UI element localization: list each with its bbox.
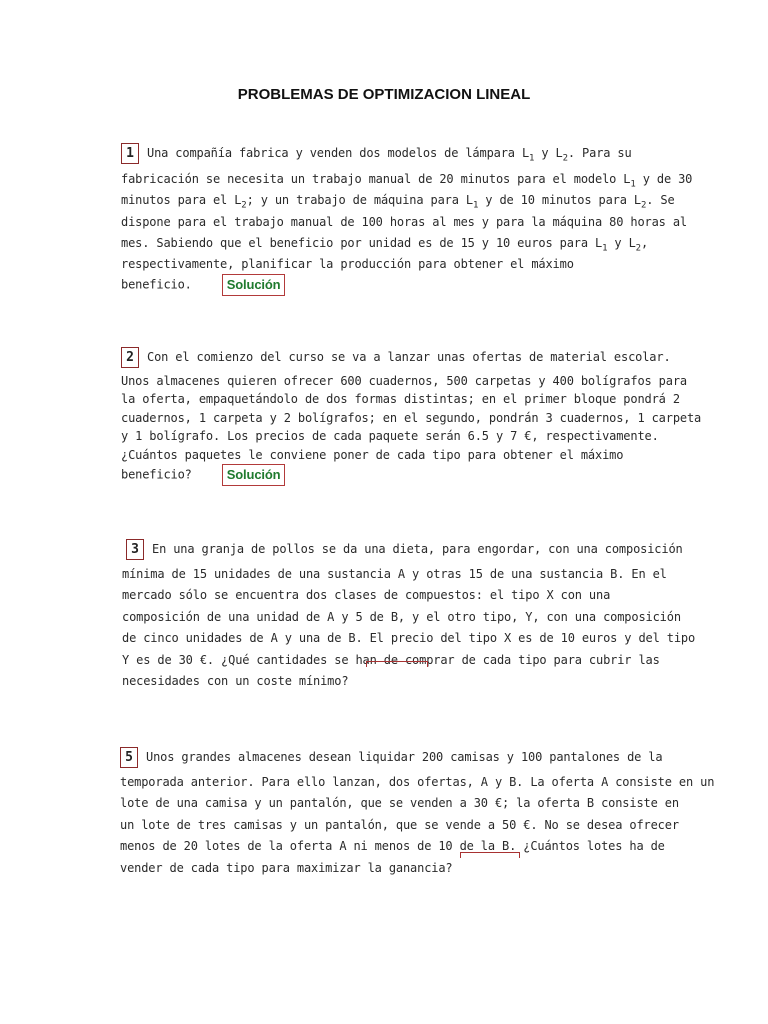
problem-1 <box>121 143 693 296</box>
problem-3-line-4: composición de una unidad de A y 5 de B, y el otro tipo, Y, con una composición <box>122 609 681 624</box>
problem-5-line-3: lote de una camisa y un pantalón, que se venden a 30 €; la oferta B consiste en <box>120 796 679 810</box>
problem-5-line-5: menos de 20 lotes de la oferta A ni menos de 10 de la B. ¿Cuántos lotes ha de <box>120 839 665 853</box>
problem-2-line-3: la oferta, empaquetándolo de dos formas distintas; en el primer bloque pondrá 2 <box>121 392 680 406</box>
problem-3-line-2: mínima de 15 unidades de una sustancia A y otras 15 de una sustancia B. En el <box>122 566 667 581</box>
problem-2-line-5: y 1 bolígrafo. Los precios de cada paquete serán 6.5 y 7 €, respectivamente. <box>121 429 659 443</box>
problem-5-line-6: vender de cada tipo para maximizar la ganancia? <box>120 860 453 875</box>
problem-1-line-4: dispone para el trabajo manual de 100 horas al mes y para la máquina 80 horas al <box>121 214 687 229</box>
highlight-mark <box>460 852 520 858</box>
problem-3 <box>122 539 696 693</box>
problem-1-line-5: mes. Sabiendo que el beneficio por unidad es de 15 y 10 euros para $L_1$ y $L_2$, <box>121 236 649 254</box>
problem-1-line-7: beneficio. Solución <box>121 274 651 296</box>
solution-link[interactable]: Solución <box>222 274 286 296</box>
page-title: PROBLEMAS DE OPTIMIZACION LINEAL <box>237 86 531 103</box>
problem-3-line-5: de cinco unidades de A y una de B. El precio del tipo X es de 10 euros y del tipo <box>122 631 696 645</box>
problem-3-line-7: necesidades con un coste mínimo? <box>122 674 349 688</box>
problem-3-line-1: 3 En una granja de pollos se da una dieta, para engordar, con una composición <box>122 539 652 561</box>
problem-2-line-7: beneficio? Solución <box>121 464 651 486</box>
problem-5-line-4: un lote de tres camisas y un pantalón, que se vende a 50 €. No se desea ofrecer <box>120 817 679 832</box>
problem-number: 3 <box>126 539 144 560</box>
problem-3-line-6: Y es de 30 €. ¿Qué cantidades se han de comprar de cada tipo para cubrir las <box>122 652 660 667</box>
problem-1-line-3: minutos para el $L_2$; y un trabajo de máquina para $L_1$ y de 10 minutos para $L_2$. Se <box>121 193 675 211</box>
problem-number: 1 <box>121 143 139 164</box>
problem-1-line-1: 1 Una compañía fabrica y venden dos modelos de lámpara $L_1$ y $L_2$. Para su <box>121 143 651 165</box>
problem-2-line-2: Unos almacenes quieren ofrecer 600 cuadernos, 500 carpetas y 400 bolígrafos para <box>121 373 687 388</box>
problem-3-line-3: mercado sólo se encuentra dos clases de compuestos: el tipo X con una <box>122 588 611 602</box>
problem-2 <box>121 347 702 486</box>
problem-2-line-6: ¿Cuántos paquetes le conviene poner de cada tipo para obtener el máximo <box>121 447 624 462</box>
highlight-mark <box>366 661 428 667</box>
problem-1-line-6: respectivamente, planificar la producción para obtener el máximo <box>121 256 574 271</box>
problem-5-line-2: temporada anterior. Para ello lanzan, dos ofertas, A y B. La oferta A consiste en un <box>120 774 715 789</box>
problem-5 <box>120 747 715 879</box>
problem-5-line-1: 5 Unos grandes almacenes desean liquidar 200 camisas y 100 pantalones de la <box>120 747 650 769</box>
problem-2-line-1: 2 Con el comienzo del curso se va a lanzar unas ofertas de material escolar. <box>121 347 651 369</box>
problem-number: 2 <box>121 347 139 368</box>
problem-2-line-4: cuadernos, 1 carpeta y 2 bolígrafos; en el segundo, pondrán 3 cuadernos, 1 carpeta <box>121 410 702 425</box>
problem-number: 5 <box>120 747 138 768</box>
solution-link[interactable]: Solución <box>222 464 286 486</box>
problem-1-line-2: fabricación se necesita un trabajo manual de 20 minutos para el modelo $L_1$ y de 30 <box>121 171 693 189</box>
